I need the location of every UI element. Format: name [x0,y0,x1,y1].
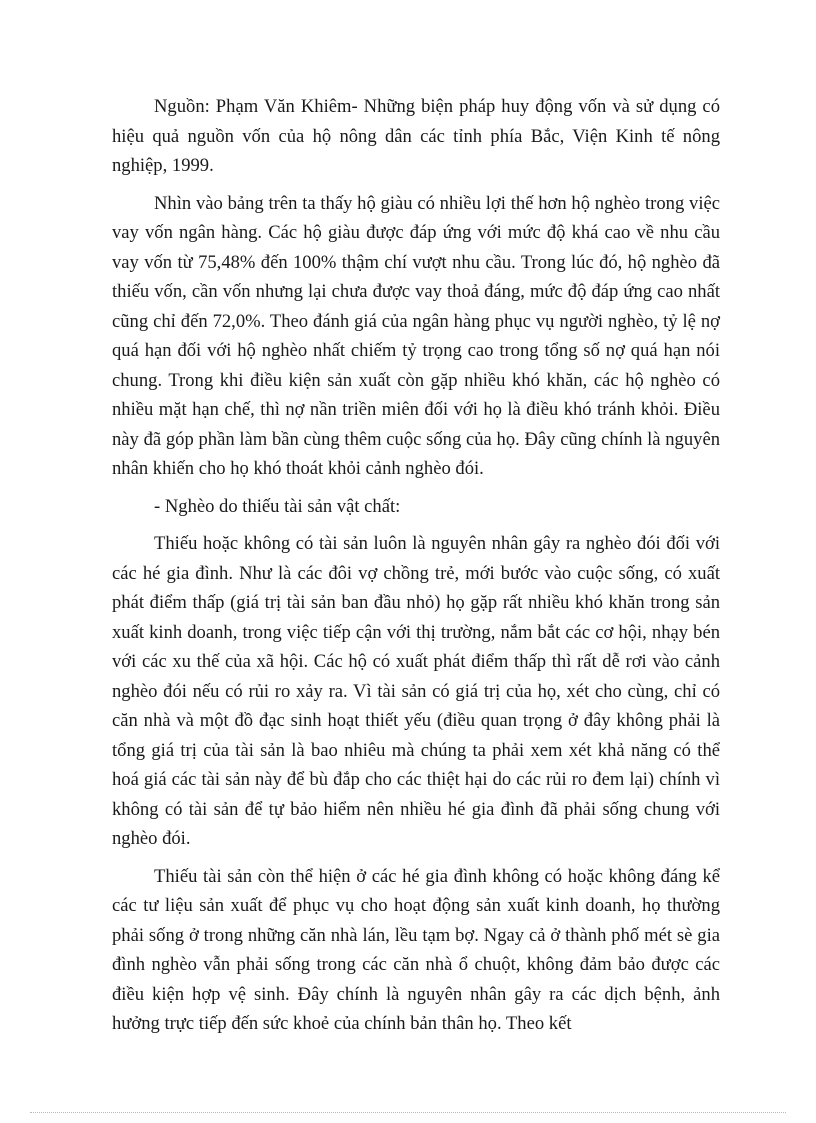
paragraph-lack-of-assets: Thiếu hoặc không có tài sản luôn là nguyên nhân gây ra nghèo đói đối với các hé gia đình. Như là các đôi vợ chồng trẻ, mới bước vào cuộc sống, có xuất phát điểm thấp (giá trị tài sản ban đầu nhỏ) họ gặp rất nhiều khó khăn trong sản xuất kinh doanh, trong việc tiếp cận với thị trường, nắm bắt các cơ hội, nhạy bén với các xu thế của xã hội. Các hộ có xuất phát điểm thấp thì rất dễ rơi vào cảnh nghèo đói nếu có rủi ro xảy ra. Vì tài sản có giá trị của họ, xét cho cùng, chỉ có căn nhà và một đồ đạc sinh hoạt thiết yếu (điều quan trọng ở đây không phải là tổng giá trị của tài sản là bao nhiêu mà chúng ta phải xem xét khả năng có thể hoá giá các tài sản này để bù đắp cho các thiệt hại do các rủi ro đem lại) chính vì không có tài sản để tự bảo hiểm nên nhiều hé gia đình đã phải sống chung với nghèo đói. [112,533,720,849]
source-citation: Nguồn: Phạm Văn Khiêm- Những biện pháp huy động vốn và sử dụng có hiệu quả nguồn vốn của hộ nông dân các tỉnh phía Bắc, Viện Kinh tế nông nghiệp, 1999. [112,96,720,176]
document-page [112,92,720,1039]
section-subheading: - Nghèo do thiếu tài sản vật chất: [154,495,401,517]
paragraph-loan-analysis: Nhìn vào bảng trên ta thấy hộ giàu có nhiều lợi thế hơn hộ nghèo trong việc vay vốn ngân hàng. Các hộ giàu được đáp ứng với mức độ khá cao về nhu cầu vay vốn từ 75,48% đến 100% thậm chí vượt nhu cầu. Trong lúc đó, hộ nghèo đã thiếu vốn, cần vốn nhưng lại chưa được vay thoả đáng, mức độ đáp ứng cao nhất cũng chỉ đến 72,0%. Theo đánh giá của ngân hàng phục vụ người nghèo, tỷ lệ nợ quá hạn đối với hộ nghèo nhất chiếm tỷ trọng cao trong tổng số nợ quá hạn nói chung. Trong khi điều kiện sản xuất còn gặp nhiều khó khăn, các hộ nghèo có nhiều mặt hạn chế, thì nợ nần triền miên đối với họ là điều khó tránh khỏi. Điều này đã góp phần làm bần cùng thêm cuộc sống của họ. Đây cũng chính là nguyên nhân khiến cho họ khó thoát khỏi cảnh nghèo đói. [112,192,720,479]
paragraph-living-conditions: Thiếu tài sản còn thể hiện ở các hé gia đình không có hoặc không đáng kể các tư liệu sản xuất để phục vụ cho hoạt động sản xuất kinh doanh, họ thường phải sống ở trong những căn nhà lán, lều tạm bợ. Ngay cả ở thành phố mét sè gia đình nghèo vẫn phải sống trong các căn nhà ổ chuột, không đảm bảo được các điều kiện hợp vệ sinh. Đây chính là nguyên nhân gây ra các dịch bệnh, ảnh hưởng trực tiếp đến sức khoẻ của chính bản thân họ. Theo kết [112,865,720,1034]
page-bottom-divider [30,1112,786,1113]
